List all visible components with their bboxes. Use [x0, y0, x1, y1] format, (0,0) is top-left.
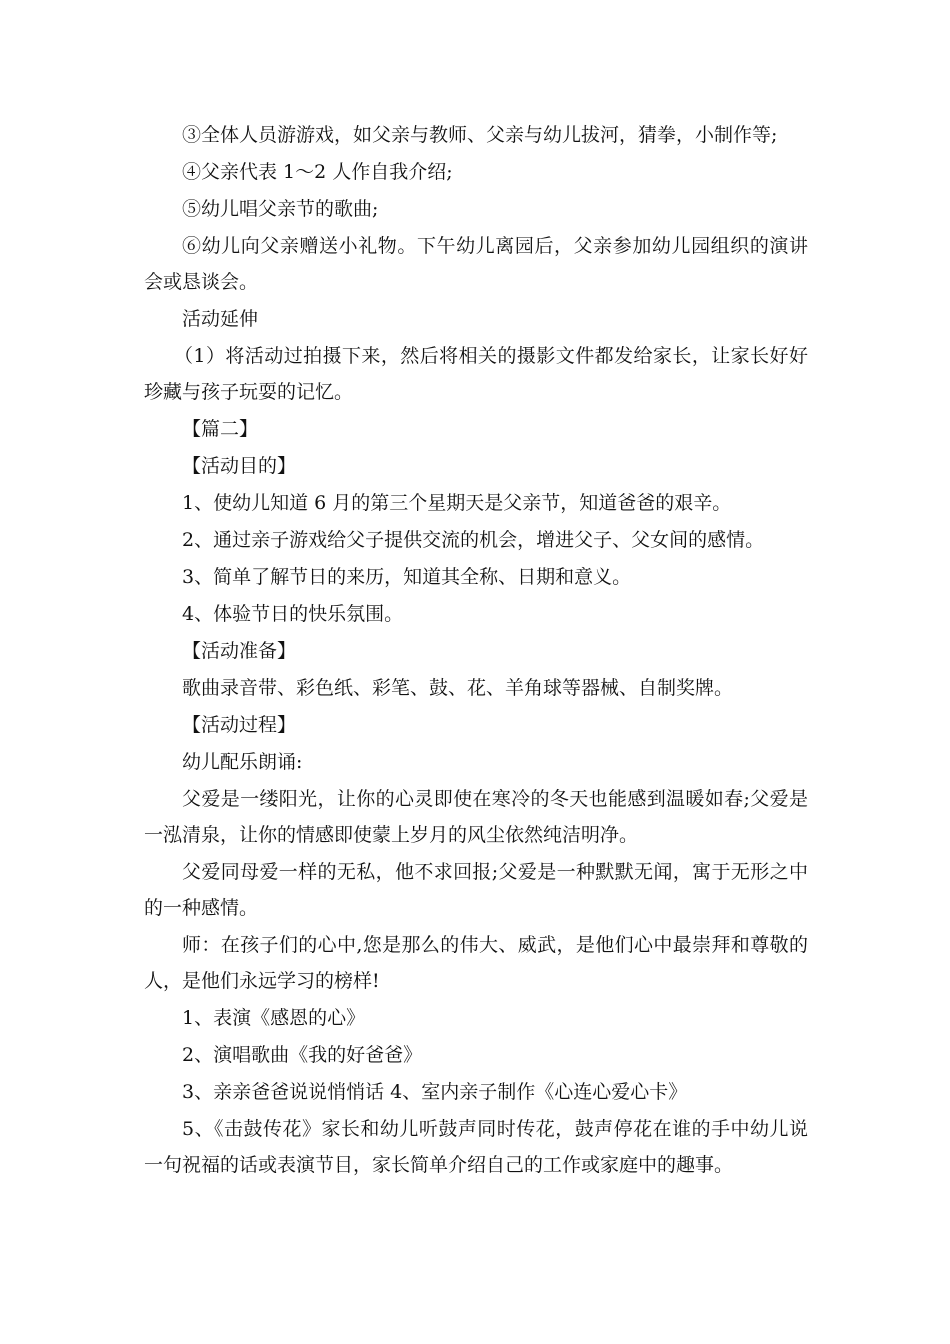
paragraph-extension-1: （1）将活动过拍摄下来，然后将相关的摄影文件都发给家长，让家长好好珍藏与孩子玩耍的记忆。 — [144, 345, 808, 403]
paragraph-fatherly-love-1: 父爱是一缕阳光，让你的心灵即使在寒冷的冬天也能感到温暖如春;父爱是一泓清泉，让你的情感即使蒙上岁月的风尘依然纯洁明净。 — [144, 788, 808, 846]
document-body — [144, 117, 808, 1184]
paragraph-materials: 歌曲录音带、彩色纸、彩笔、鼓、花、羊角球等器械、自制奖牌。 — [182, 677, 734, 699]
paragraph-game-activities: ③全体人员游游戏，如父亲与教师、父亲与幼儿拔河，猜拳，小制作等; — [182, 124, 778, 146]
paragraph-fatherly-love-2: 父爱同母爱一样的无私，他不求回报;父爱是一种默默无闻，寓于无形之中的一种感情。 — [144, 861, 808, 919]
goal-item-2: 2、通过亲子游戏给父子提供交流的机会，增进父子、父女间的感情。 — [182, 529, 765, 551]
heading-activity-extension: 活动延伸 — [182, 308, 259, 330]
process-item-1: 1、表演《感恩的心》 — [182, 1007, 366, 1029]
paragraph-children-sing: ⑤幼儿唱父亲节的歌曲; — [182, 198, 379, 220]
goal-item-3: 3、简单了解节日的来历，知道其全称、日期和意义。 — [182, 566, 632, 588]
heading-activity-goals: 【活动目的】 — [182, 455, 297, 477]
heading-activity-process: 【活动过程】 — [182, 714, 297, 736]
heading-part-two: 【篇二】 — [182, 418, 259, 440]
paragraph-teacher-speech: 师：在孩子们的心中,您是那么的伟大、威武，是他们心中最崇拜和尊敬的人，是他们永远学习的榜样! — [144, 934, 808, 992]
goal-item-4: 4、体验节日的快乐氛围。 — [182, 603, 404, 625]
paragraph-father-intro: ④父亲代表 1～2 人作自我介绍; — [182, 161, 453, 183]
heading-activity-preparation: 【活动准备】 — [182, 640, 297, 662]
process-item-5: 5、《击鼓传花》家长和幼儿听鼓声同时传花，鼓声停花在谁的手中幼儿说一句祝福的话或表演节目，家长简单介绍自己的工作或家庭中的趣事。 — [144, 1118, 808, 1176]
paragraph-gift-giving: ⑥幼儿向父亲赠送小礼物。下午幼儿离园后，父亲参加幼儿园组织的演讲会或恳谈会。 — [144, 235, 808, 293]
paragraph-recitation-label: 幼儿配乐朗诵: — [182, 751, 303, 773]
process-item-3-4: 3、亲亲爸爸说说悄悄话 4、室内亲子制作《心连心爱心卡》 — [182, 1081, 688, 1103]
goal-item-1: 1、使幼儿知道 6 月的第三个星期天是父亲节，知道爸爸的艰辛。 — [182, 492, 732, 514]
process-item-2: 2、演唱歌曲《我的好爸爸》 — [182, 1044, 423, 1066]
